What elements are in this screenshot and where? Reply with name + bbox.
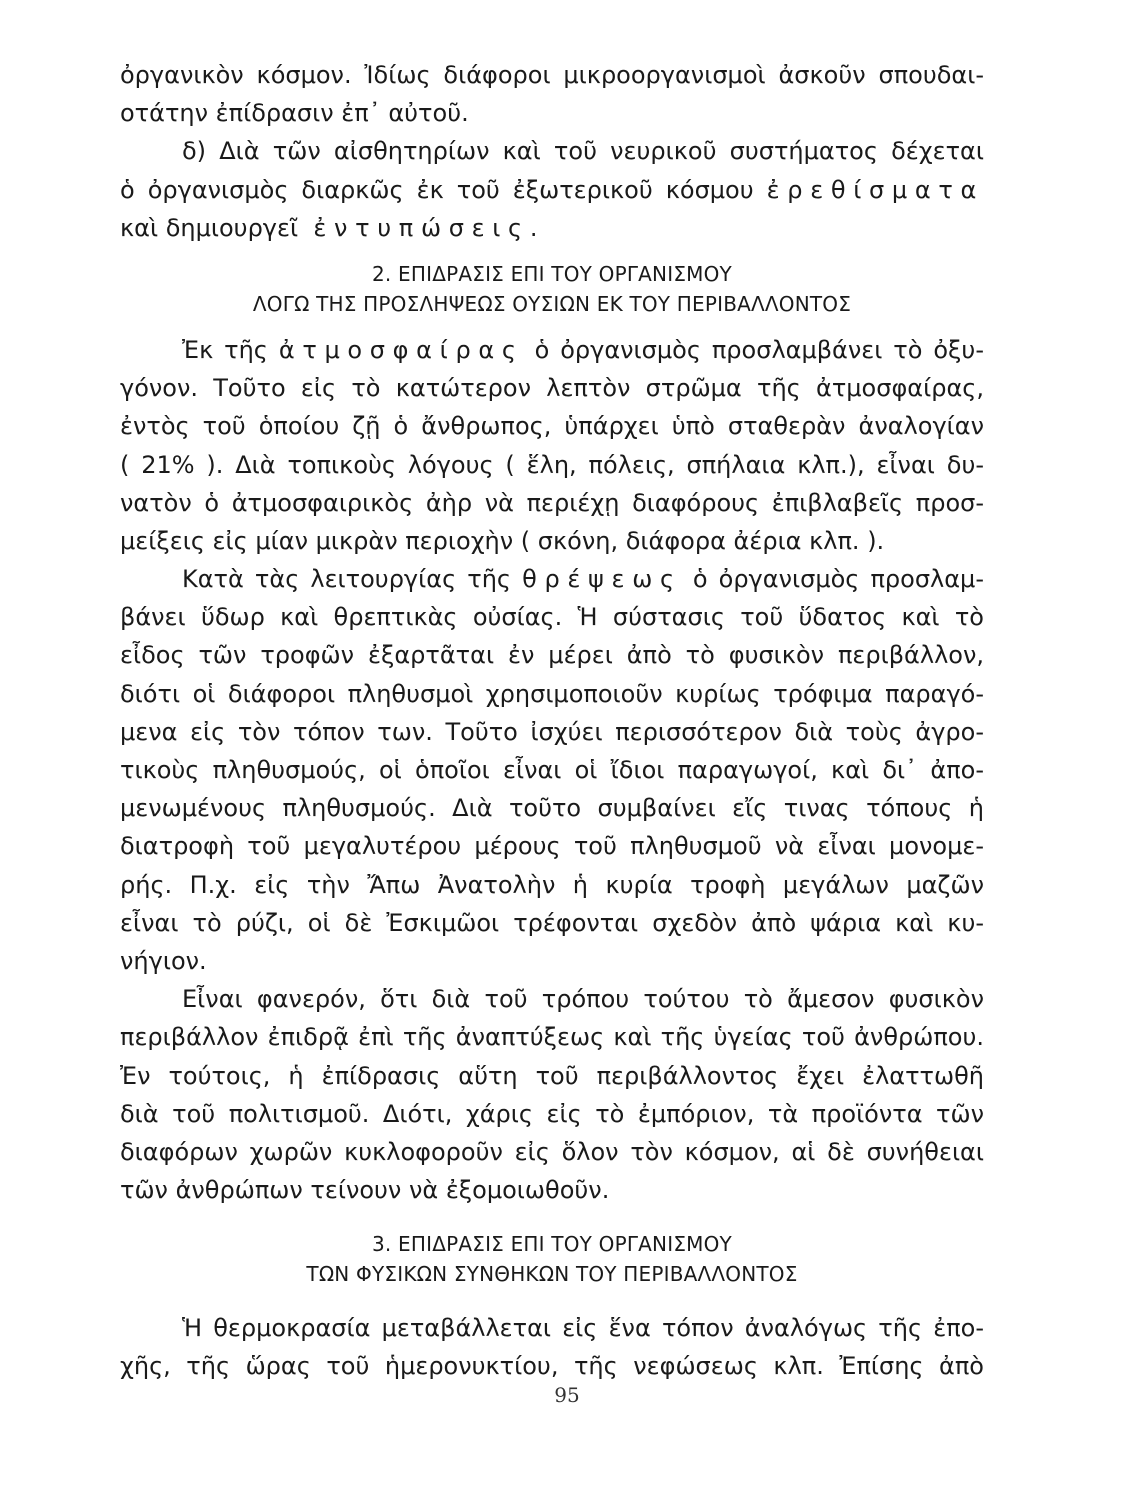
text-line: βάνει ὕδωρ καὶ θρεπτικὰς οὐσίας. Ἡ σύστασις τοῦ ὕδατος καὶ τὸ [120,603,984,632]
heading-line: ΛΟΓΩ ΤΗΣ ΠΡΟΣΛΗΨΕΩΣ ΟΥΣΙΩΝ ΕΚ ΤΟΥ ΠΕΡΙΒΑΛΛΟΝΤΟΣ [252,291,852,316]
text-line: Εἶναι φανερόν, ὅτι διὰ τοῦ τρόπου τούτου τὸ ἄμεσον φυσικὸν [182,985,984,1014]
text-line: διότι οἱ διάφοροι πληθυσμοὶ χρησιμοποιοῦν κυρίως τρόφιμα παραγό- [120,679,984,708]
heading-line: 2. ΕΠΙΔΡΑΣΙΣ ΕΠΙ ΤΟΥ ΟΡΓΑΝΙΣΜΟΥ [372,261,732,286]
text-line: Ἐν τούτοις, ἡ ἐπίδρασις αὕτη τοῦ περιβάλλοντος ἔχει ἐλαττωθῆ [120,1061,984,1090]
emphasized-term: ἐρεθίσματα [766,175,984,204]
text-line: διὰ τοῦ πολιτισμοῦ. Διότι, χάρις εἰς τὸ ἐμπόριον, τὰ προϊόντα τῶν [120,1099,984,1128]
text-line: νατὸν ὁ ἀτμοσφαιρικὸς ἀὴρ νὰ περιέχῃ διαφόρους ἐπιβλαβεῖς προσ- [120,488,984,517]
text-line: διατροφὴ τοῦ μεγαλυτέρου μέρους τοῦ πληθυσμοῦ νὰ εἶναι μονομε- [120,832,984,861]
text-line: δ) Διὰ τῶν αἰσθητηρίων καὶ τοῦ νευρικοῦ συστήματος δέχεται [182,137,984,166]
text-line: ὀργανικὸν κόσμον. Ἰδίως διάφοροι μικροοργανισμοὶ ἀσκοῦν σπουδαι- [120,61,984,89]
paragraph-temperature [120,1309,984,1385]
text-line: εἶναι τὸ ρύζι, οἱ δὲ Ἐσκιμῶοι τρέφονται σχεδὸν ἀπὸ ψάρια καὶ κυ- [120,908,984,937]
text-line: μενωμένους πληθυσμούς. Διὰ τοῦτο συμβαίνει εἴς τινας τόπους ἡ [120,794,984,823]
text-segment: . [529,213,538,242]
text-line: διαφόρων χωρῶν κυκλοφοροῦν εἰς ὅλον τὸν κόσμον, αἱ δὲ συνήθειαι [120,1137,984,1166]
text-segment: ὁ ὀργανισμὸς προσλαμ- [692,565,984,594]
text-line: χῆς, τῆς ὥρας τοῦ ἡμερονυκτίου, τῆς νεφώσεως κλπ. Ἐπίσης ἀπὸ [120,1352,984,1381]
text-line [120,209,984,247]
text-segment: ὁ ὀργανισμὸς διαρκῶς ἐκ τοῦ ἐξωτερικοῦ κόσμου [120,175,754,204]
paragraph-nutrition [120,560,984,980]
heading-line: 3. ΕΠΙΔΡΑΣΙΣ ΕΠΙ ΤΟΥ ΟΡΓΑΝΙΣΜΟΥ [372,1232,732,1257]
text-segment: Κατὰ τὰς λειτουργίας τῆς [182,565,511,594]
paragraph-continuation [120,56,984,132]
paragraph-environment [120,980,984,1209]
text-line [120,560,984,598]
text-line: νήγιον. [120,946,207,975]
emphasized-term: θρέψεως [522,565,682,594]
text-line: Ἡ θερμοκρασία μεταβάλλεται εἰς ἕνα τόπον ἀναλόγως τῆς ἐπο- [182,1314,984,1343]
text-segment: καὶ δημιουργεῖ [120,213,299,242]
text-line: ( 21% ). Διὰ τοπικοὺς λόγους ( ἕλη, πόλεις, σπήλαια κλπ.), εἶναι δυ- [120,450,984,479]
emphasized-term: ἀτμοσφαίρας [278,335,524,364]
text-line: μενα εἰς τὸν τόπον των. Τοῦτο ἰσχύει περισσότερον διὰ τοὺς ἀγρο- [120,717,984,746]
text-segment: Ἐκ τῆς [182,335,268,364]
page-number: 95 [554,1383,580,1407]
text-line: γόνον. Τοῦτο εἰς τὸ κατώτερον λεπτὸν στρῶμα τῆς ἀτμοσφαίρας, [120,374,984,403]
page-body [120,56,984,1386]
paragraph-atmosphere [120,331,984,560]
text-line: μείξεις εἰς μίαν μικρὰν περιοχὴν ( σκόνη, διάφορα ἀέρια κλπ. ). [120,526,885,555]
section-heading-2 [120,259,984,319]
text-line: περιβάλλον ἐπιδρᾷ ἐπὶ τῆς ἀναπτύξεως καὶ τῆς ὑγείας τοῦ ἀνθρώπου. [120,1023,984,1052]
emphasized-term: ἐντυπώσεις [313,213,530,242]
text-line: εἶδος τῶν τροφῶν ἐξαρτᾶται ἐν μέρει ἀπὸ τὸ φυσικὸν περιβάλλον, [120,641,984,670]
heading-line: ΤΩΝ ΦΥΣΙΚΩΝ ΣΥΝΘΗΚΩΝ ΤΟΥ ΠΕΡΙΒΑΛΛΟΝΤΟΣ [306,1262,798,1287]
text-line: τῶν ἀνθρώπων τείνουν νὰ ἐξομοιωθοῦν. [120,1176,610,1205]
text-line [120,171,984,209]
text-line: ρής. Π.χ. εἰς τὴν Ἄπω Ἀνατολὴν ἡ κυρία τροφὴ μεγάλων μαζῶν [120,870,984,899]
text-line [120,331,984,369]
paragraph-d [120,132,984,247]
text-line: οτάτην ἐπίδρασιν ἐπ᾽ αὐτοῦ. [120,99,469,128]
text-line: ἐντὸς τοῦ ὁποίου ζῇ ὁ ἄνθρωπος, ὑπάρχει ὑπὸ σταθερὰν ἀναλογίαν [120,412,984,441]
text-line: τικοὺς πληθυσμούς, οἱ ὁποῖοι εἶναι οἱ ἴδιοι παραγωγοί, καὶ δι᾽ ἀπο- [120,756,984,784]
text-segment: ὁ ὀργανισμὸς προσλαμβάνει τὸ ὀξυ- [534,335,984,364]
section-heading-3 [120,1229,984,1289]
